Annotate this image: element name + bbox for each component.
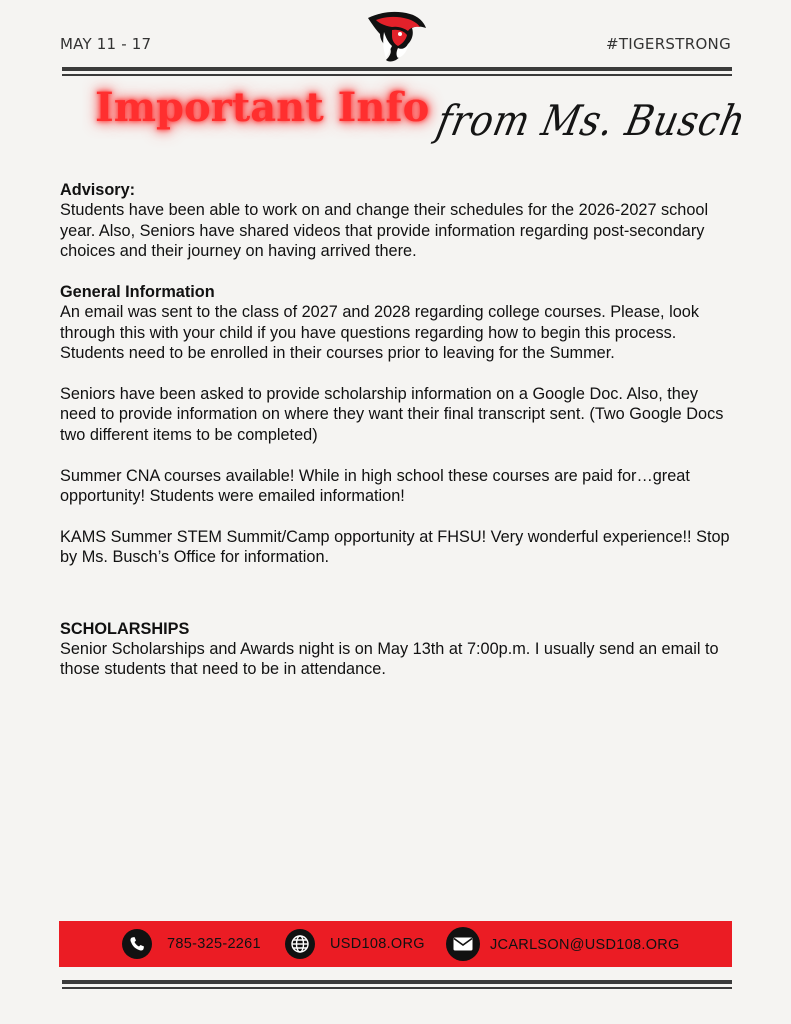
email-address[interactable]: JCARLSON@USD108.ORG [490,937,680,953]
tiger-head-icon [362,10,428,64]
main-content [60,180,736,680]
email-contact[interactable] [446,929,680,961]
hashtag: #TIGERSTRONG [605,35,731,53]
phone-contact[interactable] [122,929,261,959]
scholarships-heading: SCHOLARSHIPS [60,619,190,638]
phone-number[interactable]: 785-325-2261 [167,936,261,952]
general-info-paragraph: KAMS Summer STEM Summit/Camp opportunity at FHSU! Very wonderful experience!! Stop by Ms. Busch’s Office for information. [60,527,730,567]
general-info-paragraph: Summer CNA courses available! While in high school these courses are paid for…great opportunity! Students were emailed information! [60,466,690,506]
contact-footer [59,921,732,967]
envelope-icon [446,927,480,961]
scholarships-body: Senior Scholarships and Awards night is on May 13th at 7:00p.m. I usually send an email to those students that need to be in attendance. [60,640,719,679]
website-contact[interactable] [285,929,425,959]
advisory-heading: Advisory: [60,181,136,199]
general-info-section [60,282,736,568]
general-info-heading: General Information [60,283,215,302]
advisory-body: Students have been able to work on and change their schedules for the 2026-2027 school year. Also, Seniors have shared videos that provide information regarding post-secondary choices and their journey on having arrived there. [60,201,709,261]
bottom-divider [62,980,732,989]
website-link[interactable]: USD108.ORG [330,936,425,952]
signature: from Ms. Busch [432,96,751,145]
globe-icon [285,929,315,959]
advisory-section [60,180,736,262]
page-title: Important Info [95,84,430,131]
date-range: MAY 11 - 17 [60,35,152,53]
scholarships-section [60,619,736,680]
general-info-paragraph: Seniors have been asked to provide scholarship information on a Google Doc. Also, they need to provide information on where they want their final transcript sent. (Two Google Docs two different items to be completed) [60,385,724,444]
top-divider [62,67,732,76]
phone-icon [122,929,152,959]
general-info-paragraph: An email was sent to the class of 2027 and 2028 regarding college courses. Please, look through this with your child if you have questions regarding how to begin this process. Students need to be enrolled in their courses prior to leaving for the Summer. [60,303,699,363]
